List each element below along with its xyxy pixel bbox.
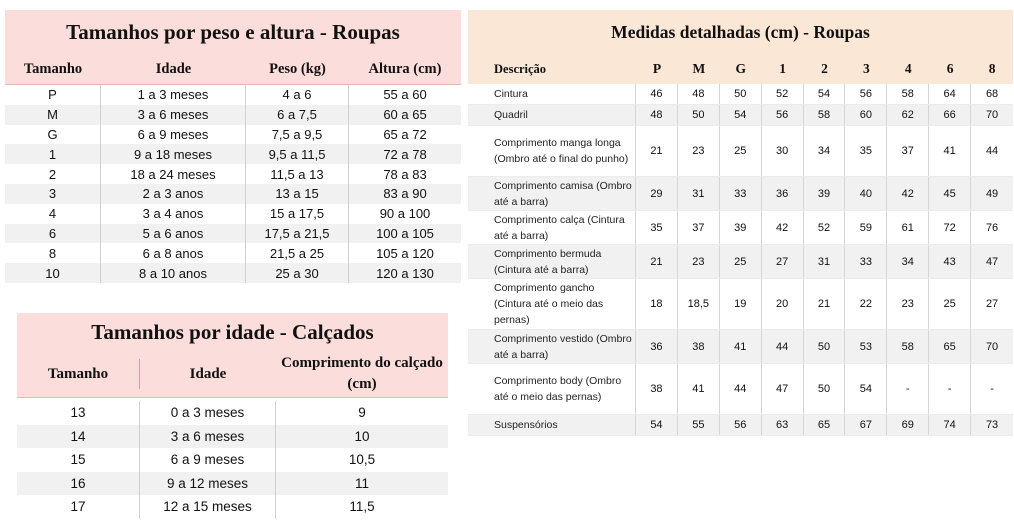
table-cell: - (887, 364, 929, 414)
table-cell: 72 (929, 211, 971, 244)
table-header (468, 54, 1013, 84)
table-cell: 65 (929, 330, 971, 363)
table-cell: 73 (985, 419, 999, 431)
table-cell: 10,5 (348, 452, 376, 468)
table-cell: 17,5 a 21,5 (246, 224, 349, 244)
table-cell: 66 (929, 105, 971, 125)
table-row (5, 85, 461, 105)
table-cell: 60 (845, 105, 887, 125)
table-cell: 56 (720, 415, 762, 435)
table-cell: 12 a 15 meses (140, 495, 276, 519)
table-cell: 50 (804, 364, 846, 414)
table-row (5, 224, 461, 244)
table-medidas (468, 10, 1013, 436)
table-row (468, 105, 1013, 126)
table-cell: 2 (5, 164, 101, 184)
header-descricao: Descrição (494, 61, 547, 76)
table-cell: 68 (985, 88, 999, 100)
table-cell: 6 (5, 224, 101, 244)
table-cell: 31 (678, 177, 720, 210)
table-cell: 18 (636, 279, 678, 329)
table-cell: 3 (5, 184, 101, 204)
table-cell: 78 a 83 (383, 166, 427, 182)
table-cell: 4 (5, 204, 101, 224)
table-cell: 35 (845, 126, 887, 176)
header-idade: Idade (155, 60, 192, 77)
table-cell: 23 (887, 279, 929, 329)
table-cell: 58 (804, 105, 846, 125)
table-cell: 53 (845, 330, 887, 363)
table-cell: 11 (354, 475, 369, 491)
header-comprimento: Comprimento do calçado (cm) (281, 355, 443, 392)
table-cell: 90 a 100 (379, 206, 431, 222)
table-row (5, 184, 461, 204)
table-row (468, 330, 1013, 364)
table-cell: 37 (887, 126, 929, 176)
table-cell: G (5, 125, 101, 145)
table-row (17, 401, 448, 425)
table-cell: 41 (720, 330, 762, 363)
table-cell: 20 (762, 279, 804, 329)
table-row (468, 279, 1013, 330)
table-cell: 48 (636, 105, 678, 125)
table-cell: 120 a 130 (376, 265, 434, 281)
table-row (468, 84, 1013, 105)
table-cell: 29 (636, 177, 678, 210)
header-size: 3 (863, 61, 870, 76)
header-size: P (652, 61, 662, 76)
table-row (5, 204, 461, 224)
header-size: 8 (988, 61, 996, 76)
row-label: Comprimento vestido (Ombro até a barra) (468, 330, 636, 363)
table-cell: 83 a 90 (383, 186, 427, 202)
table-cell: 50 (804, 330, 846, 363)
table-row (468, 177, 1013, 211)
table-cell: 70 (985, 340, 999, 353)
table-cell: 15 a 17,5 (246, 204, 349, 224)
table-cell: 46 (636, 84, 678, 104)
row-label: Cintura (468, 84, 636, 104)
table-cell: 74 (929, 415, 971, 435)
table-cell: 6 a 9 meses (140, 448, 276, 472)
table-cell: 67 (845, 415, 887, 435)
table-row (17, 448, 448, 472)
table-cell: 3 a 6 meses (140, 425, 276, 449)
table-cell: 23 (678, 126, 720, 176)
table-cell: 6 a 7,5 (246, 105, 349, 125)
table-cell: 54 (720, 105, 762, 125)
table-row (5, 263, 461, 283)
table-cell: 70 (985, 109, 999, 121)
row-label: Comprimento bermuda (Cintura até a barra) (468, 245, 636, 278)
table-cell: 4 a 6 (246, 85, 349, 105)
table-cell: 49 (985, 187, 999, 200)
table-cell: 9 a 18 meses (101, 144, 246, 164)
table-header (17, 351, 448, 398)
table-cell: 8 (5, 243, 101, 263)
table-cell: 65 a 72 (383, 126, 427, 142)
table-row (468, 364, 1013, 415)
table-cell: 47 (762, 364, 804, 414)
table-cell: 25 (720, 245, 762, 278)
table-cell: 62 (887, 105, 929, 125)
table-cell: 5 a 6 anos (101, 224, 246, 244)
table-cell: 54 (636, 415, 678, 435)
table-cell: 60 a 65 (383, 107, 427, 123)
table-title: Tamanhos por peso e altura - Roupas (5, 10, 461, 54)
header-size: 2 (821, 61, 828, 76)
table-calcados (17, 313, 448, 519)
table-cell: 38 (636, 364, 678, 414)
table-cell: 55 a 60 (383, 87, 427, 103)
header-size: 1 (779, 61, 786, 76)
table-cell: 9,5 a 11,5 (246, 144, 349, 164)
table-cell: 69 (887, 415, 929, 435)
table-cell: - (929, 364, 971, 414)
table-cell: 35 (636, 211, 678, 244)
table-row (5, 125, 461, 145)
table-cell: P (5, 85, 101, 105)
table-cell: - (990, 383, 994, 395)
row-label: Comprimento camisa (Ombro até a barra) (468, 177, 636, 210)
table-cell: 47 (985, 255, 999, 268)
table-roupas-peso-altura (5, 10, 461, 283)
table-cell: 45 (929, 177, 971, 210)
table-row (468, 245, 1013, 279)
table-body (5, 85, 461, 283)
table-row (468, 415, 1013, 436)
table-cell: 33 (845, 245, 887, 278)
table-cell: 56 (845, 84, 887, 104)
table-cell: 37 (678, 211, 720, 244)
table-body (468, 84, 1013, 436)
table-cell: 21 (804, 279, 846, 329)
table-cell: 1 a 3 meses (101, 85, 246, 105)
table-cell: 18,5 (678, 279, 720, 329)
table-row (5, 144, 461, 164)
table-cell: 50 (678, 105, 720, 125)
table-cell: 50 (720, 84, 762, 104)
table-cell: 31 (804, 245, 846, 278)
table-cell: 1 (5, 144, 101, 164)
table-cell: 25 (720, 126, 762, 176)
table-cell: 23 (678, 245, 720, 278)
table-cell: 38 (678, 330, 720, 363)
table-cell: 100 a 105 (376, 225, 434, 241)
header-tamanho: Tamanho (23, 60, 83, 77)
table-cell: 19 (720, 279, 762, 329)
table-cell: 11,5 (349, 499, 375, 515)
table-cell: 6 a 8 anos (101, 243, 246, 263)
table-cell: 25 a 30 (246, 263, 349, 283)
table-cell: 6 a 9 meses (101, 125, 246, 145)
table-cell: 42 (762, 211, 804, 244)
table-title: Medidas detalhadas (cm) - Roupas (468, 10, 1013, 54)
table-body (17, 401, 448, 519)
table-cell: 39 (804, 177, 846, 210)
table-cell: 63 (762, 415, 804, 435)
table-cell: 10 (354, 428, 370, 444)
table-row (17, 495, 448, 519)
table-cell: 59 (845, 211, 887, 244)
header-size: M (692, 61, 706, 76)
table-cell: 27 (762, 245, 804, 278)
table-cell: 105 a 120 (376, 245, 434, 261)
table-cell: 54 (845, 364, 887, 414)
table-cell: 56 (762, 105, 804, 125)
table-cell: 21 (636, 245, 678, 278)
table-cell: M (5, 105, 101, 125)
table-cell: 15 (17, 448, 140, 472)
table-cell: 0 a 3 meses (140, 401, 276, 425)
table-cell: 3 a 6 meses (101, 105, 246, 125)
table-cell: 25 (929, 279, 971, 329)
table-cell: 3 a 4 anos (101, 204, 246, 224)
table-row (17, 472, 448, 496)
table-cell: 58 (887, 84, 929, 104)
table-cell: 43 (929, 245, 971, 278)
table-cell: 2 a 3 anos (101, 184, 246, 204)
table-cell: 48 (678, 84, 720, 104)
table-cell: 44 (762, 330, 804, 363)
table-cell: 8 a 10 anos (101, 263, 246, 283)
table-cell: 52 (762, 84, 804, 104)
table-title: Tamanhos por idade - Calçados (17, 313, 448, 351)
table-cell: 11,5 a 13 (246, 164, 349, 184)
table-cell: 18 a 24 meses (101, 164, 246, 184)
table-row (5, 243, 461, 263)
table-cell: 76 (985, 221, 999, 234)
table-cell: 54 (804, 84, 846, 104)
table-cell: 30 (762, 126, 804, 176)
header-peso: Peso (kg) (269, 60, 326, 77)
table-cell: 44 (720, 364, 762, 414)
table-cell: 21,5 a 25 (246, 243, 349, 263)
table-cell: 65 (804, 415, 846, 435)
table-cell: 58 (887, 330, 929, 363)
table-row (5, 164, 461, 184)
table-cell: 42 (887, 177, 929, 210)
table-cell: 55 (678, 415, 720, 435)
header-tamanho: Tamanho (17, 359, 140, 389)
header-altura: Altura (cm) (368, 60, 442, 77)
table-cell: 41 (929, 126, 971, 176)
row-label: Comprimento manga longa (Ombro até o final do punho) (468, 126, 636, 176)
table-row (468, 126, 1013, 177)
table-cell: 33 (720, 177, 762, 210)
table-cell: 61 (887, 211, 929, 244)
table-cell: 64 (929, 84, 971, 104)
table-cell: 34 (804, 126, 846, 176)
table-cell: 72 a 78 (383, 146, 427, 162)
table-cell: 16 (17, 472, 140, 496)
table-header (5, 54, 461, 85)
table-cell: 41 (678, 364, 720, 414)
table-cell: 52 (804, 211, 846, 244)
table-cell: 36 (636, 330, 678, 363)
table-cell: 10 (5, 263, 101, 283)
row-label: Comprimento gancho (Cintura até o meio das pernas) (468, 279, 636, 329)
row-label: Comprimento calça (Cintura até a barra) (468, 211, 636, 244)
row-label: Suspensórios (468, 415, 636, 435)
table-cell: 13 a 15 (246, 184, 349, 204)
table-cell: 39 (720, 211, 762, 244)
table-row (5, 105, 461, 125)
table-cell: 27 (985, 298, 999, 310)
table-cell: 13 (17, 401, 140, 425)
table-cell: 36 (762, 177, 804, 210)
table-row (468, 211, 1013, 245)
header-idade: Idade (189, 365, 227, 382)
header-size: 6 (946, 61, 954, 76)
table-cell: 9 a 12 meses (140, 472, 276, 496)
row-label: Comprimento body (Ombro até o meio das pernas) (468, 364, 636, 414)
header-size: G (735, 61, 746, 76)
table-cell: 22 (845, 279, 887, 329)
table-cell: 9 (358, 405, 366, 421)
table-row (17, 425, 448, 449)
table-cell: 21 (636, 126, 678, 176)
table-cell: 14 (17, 425, 140, 449)
header-size: 4 (904, 61, 912, 76)
table-cell: 7,5 a 9,5 (246, 125, 349, 145)
table-cell: 34 (887, 245, 929, 278)
table-cell: 17 (17, 495, 140, 519)
row-label: Quadril (468, 105, 636, 125)
table-cell: 40 (845, 177, 887, 210)
table-cell: 44 (985, 145, 999, 157)
